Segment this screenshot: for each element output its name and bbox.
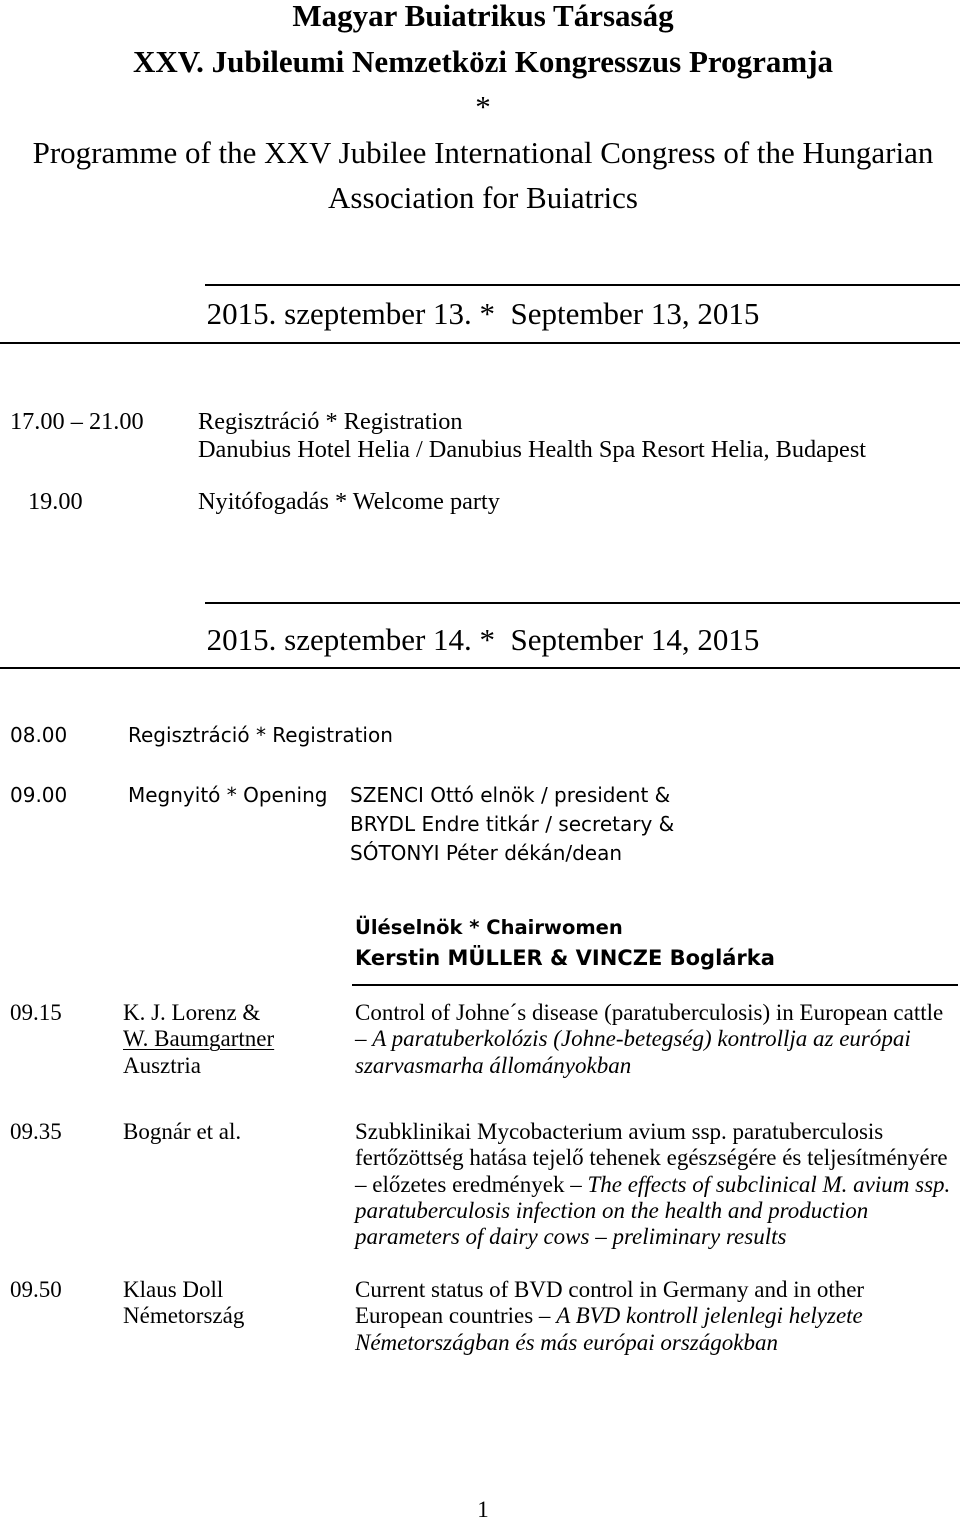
title-text: fertőzöttség hatása tejelő tehenek egészségére és teljesítményére <box>355 1145 948 1171</box>
talk-title-line <box>355 1145 950 1171</box>
talk-title-line <box>355 1224 950 1250</box>
schedule-title: Regisztráció * Registration <box>198 408 463 435</box>
congress-title-en-line-2: Association for Buiatrics <box>328 180 638 215</box>
session-chair-label: Üléselnök * Chairwomen <box>355 916 623 939</box>
day2-date-heading: 2015. szeptember 14. * September 14, 2015 <box>206 622 760 657</box>
day1-date-heading: 2015. szeptember 13. * September 13, 2015 <box>206 296 760 331</box>
title-text-italic: parameters of dairy cows – preliminary results <box>355 1224 787 1249</box>
congress-title-en-line-1: Programme of the XXV Jubilee International Congress of the Hungarian <box>32 134 934 170</box>
schedule-details <box>198 408 866 464</box>
schedule-title: Nyitófogadás * Welcome party <box>198 488 500 515</box>
title-text-italic: A paratuberkolózis (Johne-betegség) kontrollja az európai <box>372 1026 911 1052</box>
title-text: Szubklinikai Mycobacterium avium ssp. paratuberculosis <box>355 1119 884 1144</box>
divider-above-day1 <box>205 284 960 286</box>
presenting-author: W. Baumgartner <box>123 1026 275 1052</box>
speaker-line: SÓTONYI Péter dékán/dean <box>350 841 623 865</box>
title-text: Control of Johne´s disease (paratuberculosis) in European cattle <box>355 1000 944 1025</box>
author-line: Bognár et al. <box>123 1119 242 1144</box>
talk-title-line <box>355 1000 943 1026</box>
title-text: Current status of BVD control in Germany and in other <box>355 1277 865 1302</box>
schedule-venue: Danubius Hotel Helia / Danubius Health Spa Resort Helia, Budapest <box>198 436 867 463</box>
divider-below-chairs <box>352 984 958 986</box>
talk-time: 09.35 <box>10 1119 62 1144</box>
talk-authors <box>123 1000 274 1079</box>
congress-title-hu: XXV. Jubileumi Nemzetközi Kongresszus Programja <box>132 43 834 79</box>
document-header <box>6 0 960 221</box>
title-separator: * <box>475 89 491 124</box>
talk-title-line <box>355 1119 950 1145</box>
title-text-italic: A BVD kontroll jelenlegi helyzete <box>556 1303 863 1329</box>
divider-below-day2 <box>0 667 960 669</box>
author-country: Németország <box>123 1303 245 1329</box>
author-line: Klaus Doll <box>123 1277 224 1302</box>
talk-title-line <box>355 1198 950 1224</box>
title-text: – <box>355 1026 373 1052</box>
talk-title-line <box>355 1172 950 1198</box>
talk-title <box>355 1000 943 1079</box>
talk-title-line <box>355 1053 943 1079</box>
title-text: – előzetes eredmények – <box>355 1171 588 1197</box>
schedule-time: 17.00 – 21.00 <box>10 408 144 435</box>
speaker-line: BRYDL Endre titkár / secretary & <box>350 812 675 836</box>
schedule-time: 09.00 <box>10 783 68 807</box>
talk-time: 09.15 <box>10 1000 62 1025</box>
talk-title-line <box>355 1330 864 1356</box>
opening-speakers <box>350 781 674 868</box>
author-line: K. J. Lorenz & <box>123 1000 261 1025</box>
association-title: Magyar Buiatrikus Társaság <box>292 0 674 33</box>
title-text-italic: szarvasmarha állományokban <box>355 1052 632 1078</box>
talk-title-line <box>355 1277 864 1303</box>
talk-authors <box>123 1277 244 1330</box>
talk-title <box>355 1119 950 1250</box>
talk-title-line <box>355 1303 864 1329</box>
talk-time: 09.50 <box>10 1277 62 1302</box>
title-text-italic: Németországban és más európai országokban <box>355 1329 778 1355</box>
session-chairs: Kerstin MÜLLER & VINCZE Boglárka <box>355 946 775 970</box>
schedule-title: Megnyitó * Opening <box>128 783 328 807</box>
schedule-title: Regisztráció * Registration <box>128 723 393 747</box>
divider-above-day2 <box>205 602 960 604</box>
schedule-time: 08.00 <box>10 723 68 747</box>
talk-title <box>355 1277 864 1356</box>
talk-title-line <box>355 1026 943 1052</box>
title-text-italic: The effects of subclinical M. avium ssp. <box>587 1171 951 1197</box>
author-country: Ausztria <box>123 1052 201 1078</box>
divider-below-day1 <box>0 342 960 344</box>
schedule-time: 19.00 <box>28 488 83 515</box>
speaker-line: SZENCI Ottó elnök / president & <box>350 783 671 807</box>
title-text: European countries – <box>355 1303 557 1329</box>
talk-authors <box>123 1119 241 1145</box>
page-number: 1 <box>477 1497 489 1522</box>
title-text-italic: paratuberculosis infection on the health and production <box>355 1197 869 1223</box>
